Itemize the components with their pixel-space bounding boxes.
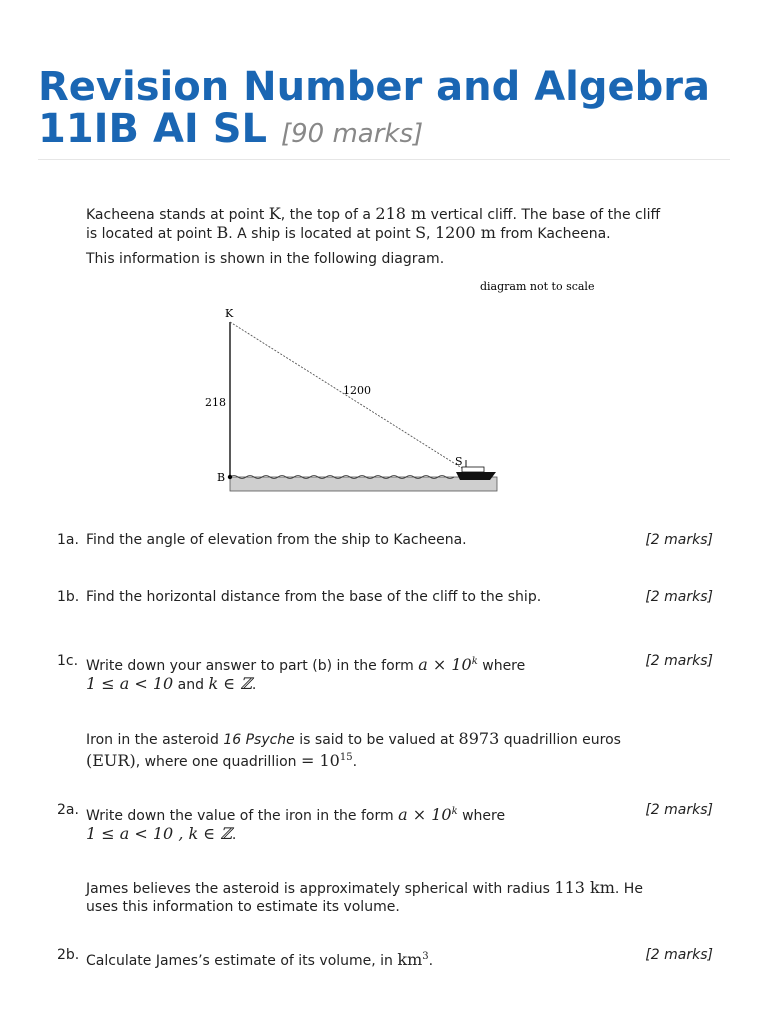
question-text: Write down the value of the iron in the form $a \times 10^k$ where 1 ≤ a < 10 , k ∈ ℤ. (86, 805, 506, 843)
title-block (38, 66, 730, 155)
question-number: 2b. (57, 947, 80, 963)
question-marks: [2 marks] (645, 589, 713, 605)
math-expr: a × 10 (418, 655, 472, 674)
asteroid-name: 16 Psyche (223, 732, 295, 748)
cliff-diagram (190, 280, 610, 500)
math-radius: 113 km (554, 878, 615, 897)
question-number: 1c. (57, 653, 79, 669)
diagram-caption: diagram not to scale (480, 280, 595, 293)
intro-text: vertical cliff. The base of the cliff (426, 207, 661, 223)
math-expr: a × 10 (398, 805, 452, 824)
math-currency: (EUR) (86, 751, 136, 770)
label-s: S (455, 455, 463, 468)
math-expr: 1 ≤ a < 10 , k ∈ ℤ (86, 824, 232, 843)
label-hypotenuse: 1200 (343, 384, 371, 397)
ground-strip (230, 477, 497, 491)
title-divider (38, 159, 730, 160)
point-b-marker (228, 475, 232, 479)
math-exponent: 15 (339, 752, 353, 763)
label-b: B (217, 471, 226, 484)
math-distance: 1200 m (434, 223, 496, 242)
question-marks: [2 marks] (645, 947, 713, 963)
math-k: K (268, 204, 281, 223)
psyche-paragraph: Iron in the asteroid 16 Psyche is said to be valued at 8973 quadrillion euros (EUR), where one quadrillion = $10^{15}$. (86, 729, 621, 770)
question-text: Calculate James’s estimate of its volume, in $km^3$. (86, 950, 434, 969)
question-number: 1b. (57, 589, 80, 605)
question-text: Find the angle of elevation from the ship to Kacheena. (86, 532, 467, 548)
intro-text: is located at point (86, 226, 217, 242)
intro-text: Kacheena stands at point (86, 207, 269, 223)
intro-paragraph (86, 205, 726, 243)
math-expr: k ∈ ℤ (208, 674, 252, 693)
math-height: 218 m (375, 204, 427, 223)
math-expr: = 10 (300, 751, 340, 770)
math-exponent: k (451, 806, 458, 817)
math-s: S (415, 223, 427, 242)
math-unit: km (397, 950, 423, 969)
question-marks: [2 marks] (645, 532, 713, 548)
page-subtitle (38, 108, 730, 155)
question-number: 1a. (57, 532, 79, 548)
question-text: Write down your answer to part (b) in the form $a \times 10^k$ where 1 ≤ a < 10 and k ∈ ℤ. (86, 655, 526, 693)
question-text: Find the horizontal distance from the base of the cliff to the ship. (86, 589, 542, 605)
intro-text: from Kacheena. (495, 226, 611, 242)
intro-text: , the top of a (280, 207, 376, 223)
question-marks: [2 marks] (645, 802, 713, 818)
question-number: 2a. (57, 802, 79, 818)
math-b: B (216, 223, 229, 242)
label-height: 218 (205, 396, 226, 409)
course-code: 11IB AI SL (38, 106, 268, 152)
intro-text: . A ship is located at point (228, 226, 416, 242)
james-paragraph: James believes the asteroid is approximately spherical with radius 113 km. He uses this information to estimate its volume. (86, 878, 643, 915)
intro-text: , (426, 226, 435, 242)
math-expr: 1 ≤ a < 10 (86, 674, 174, 693)
total-marks: [90 marks] (280, 119, 424, 149)
math-value: 8973 (458, 729, 500, 748)
math-exponent: k (471, 656, 478, 667)
label-k: K (225, 307, 234, 320)
math-exponent: 3 (422, 951, 429, 962)
question-marks: [2 marks] (645, 653, 713, 669)
page-title: Revision Number and Algebra (38, 64, 710, 110)
intro-diagram-note: This information is shown in the following diagram. (86, 251, 445, 267)
